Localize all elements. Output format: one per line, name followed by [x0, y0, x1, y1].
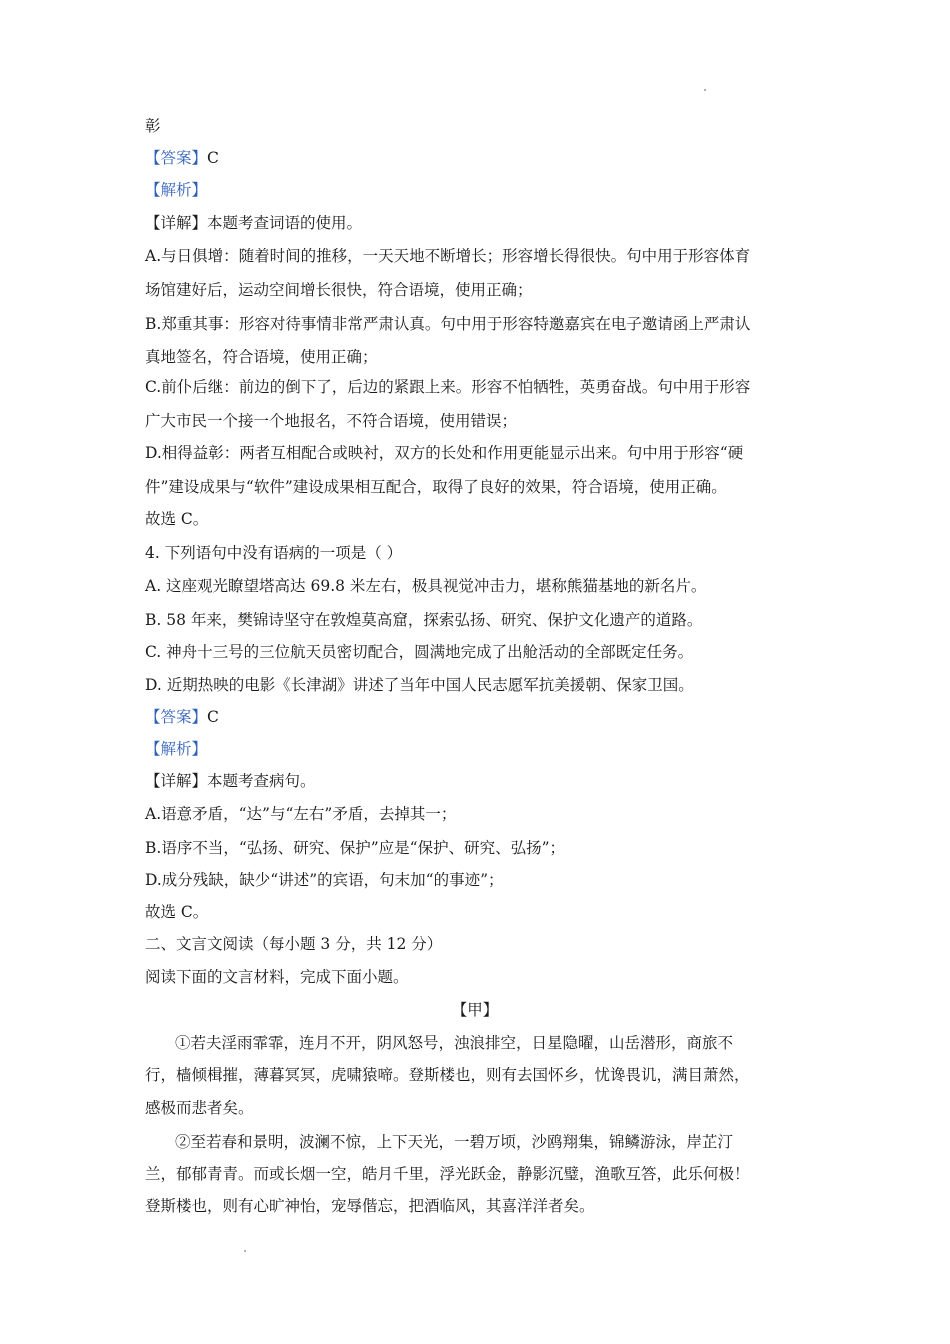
q4-line: D.成分残缺，缺少“讲述”的宾语，句末加“的事迹”； [145, 871, 504, 889]
q3-line: 真地签名，符合语境，使用正确； [145, 348, 378, 366]
q4-line: A.语意矛盾，“达”与“左右”矛盾，去掉其一； [145, 805, 457, 823]
scan-speck [704, 89, 706, 91]
q3-line: 件”建设成果与“软件”建设成果相互配合，取得了良好的效果，符合语境，使用正确。 [145, 478, 727, 496]
q4-answer [145, 706, 830, 728]
passage-paragraph-2-line: 登斯楼也，则有心旷神怡，宠辱偕忘，把酒临风，其喜洋洋者矣。 [145, 1197, 595, 1215]
passage-title: 【甲】 [451, 1001, 499, 1019]
q3-line: A.与日俱增：随着时间的推移，一天天地不断增长；形容增长得很快。句中用于形容体育 [145, 247, 751, 265]
q3-tail-text: 彰 [145, 117, 161, 135]
passage-paragraph-2-line: ②至若春和景明，波澜不惊，上下天光，一碧万顷，沙鸥翔集，锦鳞游泳，岸芷汀 [175, 1133, 734, 1151]
q4-conclusion: 故选 C。 [145, 903, 209, 921]
analysis-tag: 【解析】 [145, 740, 208, 758]
scan-speck [244, 1250, 246, 1252]
passage-paragraph-1-line: 行，樯倾楫摧，薄暮冥冥，虎啸猿啼。登斯楼也，则有去国怀乡，忧谗畏讥，满目萧然， [145, 1066, 750, 1084]
q3-line: C.前仆后继：前边的倒下了，后边的紧跟上来。形容不怕牺牲，英勇奋战。句中用于形容 [145, 378, 751, 396]
answer-value: C [207, 149, 219, 167]
q4-option-c: C. 神舟十三号的三位航天员密切配合，圆满地完成了出舱活动的全部既定任务。 [145, 643, 694, 661]
q4-option-d: D. 近期热映的电影《长津湖》讲述了当年中国人民志愿军抗美援朝、保家卫国。 [145, 676, 694, 694]
q4-option-b: B. 58 年来，樊锦诗坚守在敦煌莫高窟，探索弘扬、研究、保护文化遗产的道路。 [145, 611, 703, 629]
answer-tag: 【答案】 [145, 708, 208, 726]
q4-line: B.语序不当，“弘扬、研究、保护”应是“保护、研究、弘扬”； [145, 839, 566, 857]
passage-paragraph-1-line: ①若夫淫雨霏霏，连月不开，阴风怒号，浊浪排空，日星隐曜，山岳潜形，商旅不 [175, 1034, 734, 1052]
detail-heading: 【详解】本题考查病句。 [145, 772, 316, 790]
q3-line: B.郑重其事：形容对待事情非常严肃认真。句中用于形容特邀嘉宾在电子邀请函上严肃认 [145, 315, 751, 333]
analysis-tag: 【解析】 [145, 181, 208, 199]
q3-conclusion: 故选 C。 [145, 510, 209, 528]
q4-stem: 4. 下列语句中没有语病的一项是（ ） [145, 544, 403, 562]
q4-option-a: A. 这座观光瞭望塔高达 69.8 米左右，极具视觉冲击力，堪称熊猫基地的新名片。 [145, 577, 707, 595]
answer-tag: 【答案】 [145, 149, 208, 167]
q3-line: D.相得益彰：两者互相配合或映衬，双方的长处和作用更能显示出来。句中用于形容“硬 [145, 444, 744, 462]
q3-line: 场馆建好后，运动空间增长很快，符合语境，使用正确； [145, 281, 533, 299]
passage-paragraph-2-line: 兰，郁郁青青。而或长烟一空，皓月千里，浮光跃金，静影沉璧，渔歌互答，此乐何极！ [145, 1165, 750, 1183]
section-heading: 二、文言文阅读（每小题 3 分，共 12 分） [145, 935, 443, 953]
detail-heading: 【详解】本题考查词语的使用。 [145, 214, 363, 232]
section-instruction: 阅读下面的文言材料，完成下面小题。 [145, 968, 409, 986]
passage-paragraph-1-line: 感极而悲者矣。 [145, 1099, 254, 1117]
q3-answer [145, 147, 830, 169]
q3-line: 广大市民一个接一个地报名，不符合语境，使用错误； [145, 412, 518, 430]
answer-value: C [207, 708, 219, 726]
